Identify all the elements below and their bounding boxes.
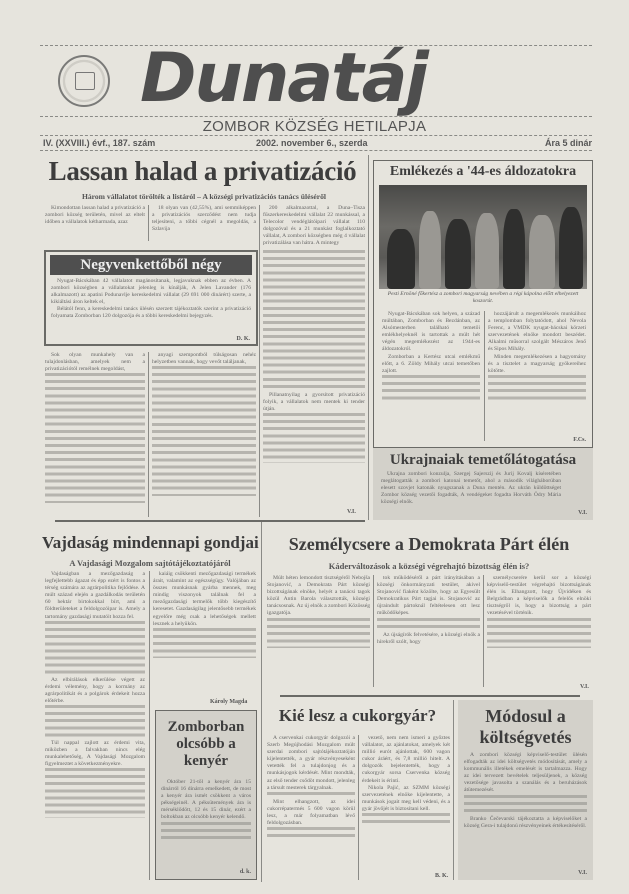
byline: B. K. <box>435 873 449 879</box>
headline-bread[interactable]: Zomborban olcsóbb a kenyér <box>167 719 245 769</box>
text-lines <box>263 413 365 463</box>
article-text: Ukrajna zombori konzulja, Szergej Sajerszij és Jurij Kovalj kíséretében meglátogatták a zombori katonai temetőt, ahol a második világháborúban elesett szovjet katonák nyugszanak a Duna mentén. Az ukrán küldöttséget Zombor község vezetői fogadták, A vendégeket fogadta Horváth Ödry Mária községi elnök. <box>381 471 561 506</box>
text-lines <box>267 827 355 841</box>
text-lines <box>45 621 145 677</box>
memorial-photo[interactable] <box>379 185 587 289</box>
byline: V.I. <box>578 870 587 876</box>
headline-privatization[interactable]: Lassan halad a privatizáció <box>48 156 357 186</box>
article-column: Vajdaságban a mezőgazdaság a legfejlettebb ágazat és épp ezért is fontos a térség számára az agrárpolitika fejlődése. A múlt század elején a gazdálkodás területén 60 hektár birtokokkal bírt, ami a földterületeket a feldolgozóipar is. Amely a tartomány gazdasági mutatóit hozza fel. Az elbírálások elkerülése végett az érdemi vélemény, hogy a kormány az agrárpolitikát és a polgárok érdekeit hozza előtérbe. Túl nappal zajlott az érdemi vita, miközben a falvakban nincs elég munkalehetőség, A Vajdasági Mozgalom figyelmeztet a következményekre. <box>45 571 145 880</box>
article-column: kaiáig csökkenti mezőgazdasági termékek árait, valamint az egészségügy. Valójában az összes munkásnak gyárba mennek, meg mindig viszonyok találnak fel a mezőgazdasági termelők több kiegészítő keresetet. Gazdaságilag jelentősebb termékek egyelőre még csak a lehetőségek mellett lesznek a helyükön. <box>153 571 256 695</box>
column-rule <box>148 352 149 517</box>
column-rule <box>483 575 484 687</box>
column-rule <box>358 735 359 880</box>
column-rule <box>148 205 149 241</box>
article-column: hozzájárult a megemlékezés munkáihoz a templomban folytatódott, ahol Nevola Ferenc, a VMDK nyugat-bácskai körzeti szervezetének elnöke mondott beszédet. Alkalmi műsorral szolgált Mészáros Jenő és Sipos Mihály. Minden megemlékezésen a hagyomány és a tisztelet a magyarság gyökereihez kötötte. <box>488 311 586 429</box>
byline: V.I. <box>578 510 587 516</box>
sidebar-box <box>44 250 258 346</box>
box-text: Nyugat-Bácskában 42 vállalatot magánosítanak, legjavuknak ebben az évben. A zombori községben a vállalatokat jelenleg is kínálják, A Jelen Lavander (176 alkalmazott) az apatini Podunavlje kereskedelmi vállalat (29 691 000 dinárért) szerte, a kikiáltási áron keltek el, Bélától fenn, a kereskedelmi tanács ülésén szerzett tájékoztatók szerint a privatizáció folyamata Zomborban 120 dolgozója és a többi kereskedelmi bejegyzés. <box>51 278 251 320</box>
article-text: Október 21-től a kenyér ára 15 dinárról 16 dinárra emelkedett, de most a kenyér ára ismét csökkent a város pékségeinél. A péksütemények ára is mérséklődött, 12 és 15 dinár, ezért a boltokban az olcsóbb kenyér kelendő. <box>161 779 251 865</box>
text-lines <box>45 705 145 740</box>
section-rule <box>280 695 580 697</box>
masthead-rule <box>40 150 592 151</box>
text-lines <box>45 373 145 503</box>
text-lines <box>152 366 256 496</box>
article-column: 18 olyan van (42,55%), ami semmiképpen a privatizációs szerződést nem tudja teljesíteni, a többi cégnél a megoldás, a Szlavija <box>152 205 256 233</box>
subhead-vajdasag: A Vajdasági Mozgalom sajtótájékoztatójáról <box>69 558 231 568</box>
column-rule <box>368 155 369 520</box>
article-column: anyagi szempontból túlságosan nehéz helyzetben vannak, hogy vevőt találjanak, <box>152 352 256 518</box>
text-lines <box>267 792 355 799</box>
column-rule <box>149 571 150 880</box>
headline-vajdasag[interactable]: Vajdaság mindennapi gondjai <box>42 533 259 552</box>
article-column: tok működéséről a párt irányításában a községi önkormányzati testület, akivel Stojanović fiaként közölte, hogy az Egyesült Demokratikus Párt tagjai is. Stojanović az újraindult pártoknál feltételesen ott lesz működőképes. Az újságírók felvetésére, a községi elnök a hírekről szólt, hogy <box>377 575 480 645</box>
newspaper-subtitle: ZOMBOR KÖZSÉG HETILAPJA <box>202 118 427 135</box>
column-rule <box>373 575 374 687</box>
column-rule <box>484 311 485 441</box>
bread-box <box>155 710 257 880</box>
text-lines <box>377 618 480 632</box>
text-lines <box>161 822 251 842</box>
memorial-box <box>373 160 593 448</box>
subhead-privatization: Három vállalatot törölték a listáról – A községi privatizációs tanács üléséről <box>81 192 327 201</box>
column-rule <box>453 700 454 880</box>
byline: Károly Magda <box>210 699 248 705</box>
subhead-democrat: Káderváltozások a községi végrehajtó bizottság élén is? <box>328 561 530 571</box>
byline: V.I. <box>347 509 356 515</box>
text-lines <box>267 618 370 648</box>
masthead-rule <box>40 135 592 136</box>
section-rule <box>55 520 365 522</box>
text-lines <box>362 813 450 827</box>
budget-box <box>458 700 593 880</box>
text-lines <box>45 768 145 818</box>
masthead-rule <box>40 116 592 117</box>
text-lines <box>487 618 591 648</box>
article-text: A zombori községi képviselő-testület ülésén elfogadták az idei költségvetés módosítását, amely a kommunális illetékek emelését is tartalmazza. Hogy az idei tervezett bevételek teljesüljenek, a község vezetősége javasolta a szanálás és a beruházások átütemezését. Branko Čečevarski tájékoztatta a képviselőket a község Gera-i tulajdonú részvényeinek értékesítéséről. <box>464 752 587 829</box>
headline-ukrainian[interactable]: Ukrajnaiak temetőlátogatása <box>389 452 577 468</box>
article-column: A cservenkai cukorgyár dolgozói a Szerb Megújhodási Mozgalom múlt szerdai zombori sajtótájékoztatóján kijelentették, a gyár részvényeseként vetették fel a tulajdonjog és a munkásjogok kérdését. Mint mondták, az első tender csődöt mondott, jelenleg a társult mesterek tárgyalnak. Mint elhangzott, az idei cukorrépatermés 5 600 vagon körül lesz, a már folyamatban lévő feldolgozásban. <box>267 735 355 880</box>
headline-democrat[interactable]: Személycsere a Demokrata Párt élén <box>288 534 570 554</box>
byline: D. K. <box>236 336 250 342</box>
byline: V.I. <box>580 684 589 690</box>
text-lines <box>382 375 480 403</box>
newspaper-title[interactable]: Dunatáj <box>140 39 427 118</box>
article-column: vezető, nem nem ismeri a győztes vállalatot, az ajánlatokat, amelyek két millió eurót ajánlottak, 600 vagon cukor áráért, és 7,8 millió hitelt. A dolgozók bejelentették, hogy a cukorgyár sorsa Cservenka község érdekeit is érinti. Nikola Pajić, az SZMM községi szervezetének elnöke kijelentette, a munkások jogait meg kell védeni, és a gyár jövőjét is biztosítani kell. <box>362 735 450 869</box>
text-lines <box>488 375 586 403</box>
article-column: Múlt héten lemondott tisztségéről Nebojša Stojanović, a Demokrata Párt községi bizottságának elnöke, helyét a tanácsi tagok közül Antin Barola választották, községi tanácsosnak. Az új elnök a zombori Közösség igazgatója. <box>267 575 370 687</box>
issue-date: 2002. november 6., szerda <box>256 138 368 148</box>
box-title[interactable]: Negyvenkettőből négy <box>50 255 252 275</box>
text-lines <box>153 628 256 658</box>
headline-budget[interactable]: Módosul a költségvetés <box>479 706 572 747</box>
article-column: Kimondottan lassan halad a privatizáció a zombori község területén, mivel az eltelt időben a vállalatok kétharmada, azaz <box>45 205 145 226</box>
article-column: személycserére kerül sor a községi képviselő-testület végrehajtó bizottságának élén is. Elhangzott, hogy Újvidéken és Belgrádban a képviselők a felelős elnöki tisztségről is, hogy a bizottság a párt vezetésével történik. <box>487 575 591 679</box>
headline-sugar[interactable]: Kié lesz a cukorgyár? <box>278 706 437 725</box>
article-column: 200 alkalmazottal, a Duna–Tisza fűszerkereskedelmi vállalat 22 munkással, a Telecolor vendéglátóipari vállalat 110 dolgozóval és a 21 munkást foglalkoztató vállalat, A zombori községben még 4 vállalat privatizálása van hátra. A mintegy Pillanatnyilag a gyorsított privatizáció folyik, a vállalatok nem mentek ki tender útján. <box>263 205 365 505</box>
ukrainian-box <box>373 448 593 520</box>
column-rule <box>261 522 262 882</box>
byline: d. k. <box>239 869 251 875</box>
municipal-seal-icon <box>58 55 110 107</box>
text-lines <box>464 795 587 816</box>
byline: F.Cs. <box>573 437 586 443</box>
column-rule <box>259 205 260 517</box>
text-lines <box>263 250 365 392</box>
issue-number: IV. (XXVIII.) évf., 187. szám <box>43 138 156 148</box>
issue-price: Ára 5 dinár <box>544 138 592 148</box>
headline-memorial[interactable]: Emlékezés a '44-es áldozatokra <box>389 164 577 179</box>
photo-caption: Pesti Ernõné főkertész a zombori magyarság nevében a régi kápolna előtt elhelyezett koszorút. <box>387 291 579 304</box>
article-column: Sok olyan munkahely van a tulajdonlásban, amelyek nem a privatizációtól remélnek megoldást, <box>45 352 145 518</box>
article-column: Nyugat-Bácskában sok helyen, a század múltában, Zomborban és Bezdánban, az Alsómesterben található temetői emlékhelyeknél is tartottak a múlt hét végén megemlékezést az 1944-es áldozatokról. Zomborban a Kertész utcai emlékmű előtt, a 6. Zöldy Mihály utcai temetőben zajlott. <box>382 311 480 443</box>
